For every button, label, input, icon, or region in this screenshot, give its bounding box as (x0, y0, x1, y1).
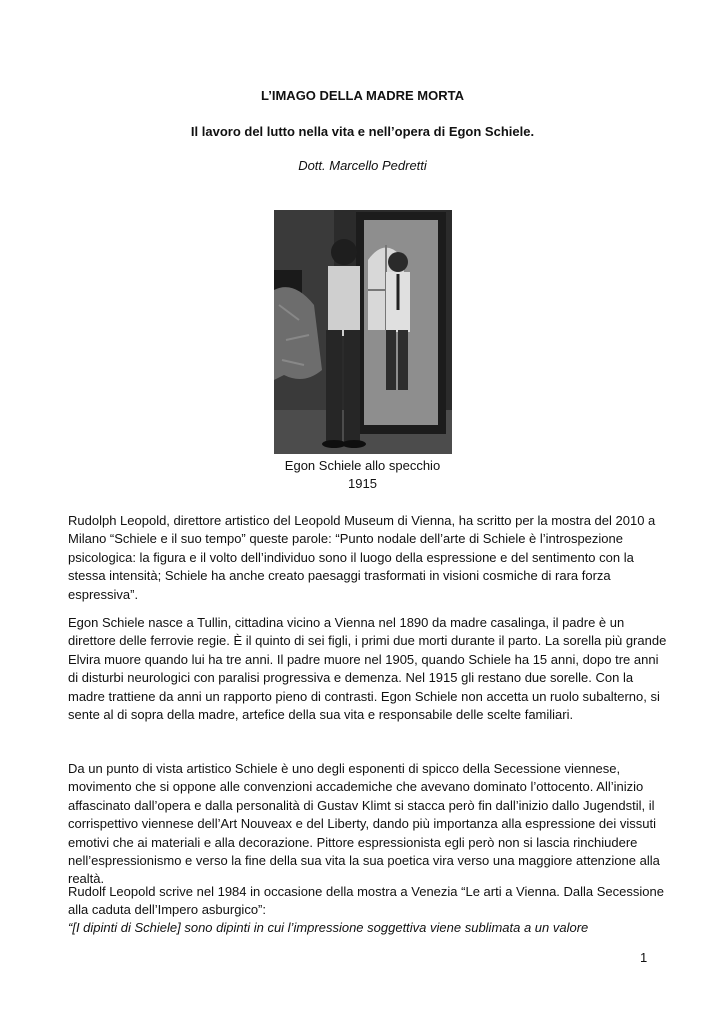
figure-caption-year: 1915 (348, 476, 377, 491)
paragraph-1: Rudolph Leopold, direttore artistico del Leopold Museum di Vienna, ha scritto per la mostra del 2010 a Milano “Schiele e il suo tempo” queste parole: “Punto nodale dell’arte di Schiele è l’introspezione psicologica: la figura e il volto dell’individuo sono il luogo della espressione e del sentimento con la stessa intensità; Schiele ha anche creato paesaggi trasformati in visioni cosmiche di rara forza espressiva”. (68, 513, 656, 602)
paragraph-4: Rudolf Leopold scrive nel 1984 in occasione della mostra a Venezia “Le arti a Vienna. Dalla Secessione alla caduta dell’Impero asburgico”: (68, 884, 664, 918)
photo-illustration (274, 210, 452, 454)
page-number: 1 (640, 950, 648, 965)
document-subtitle: Il lavoro del lutto nella vita e nell’opera di Egon Schiele. (190, 124, 535, 139)
figure-caption: Egon Schiele allo specchio (284, 458, 441, 473)
paragraph-3: Da un punto di vista artistico Schiele è uno degli esponenti di spicco della Secessione viennese, movimento che si oppone alle convenzioni accademiche che avevano dominato l’ottocento. All’inizio affascinato dall’opera e dalla personalità di Gustav Klimt si stacca però fin dall’inizio dallo Jugendstil, il corrispettivo viennese dell’Art Nouveax e del Liberty, dando più importanza alla espressione dei vissuti emotivi che ai materiali e alla decorazione. Pittore espressionista egli però non si lascia rinchiudere nell’espressionismo e verso la fine della sua vita la sua poetica vira verso una maggiore attenzione alla realtà. (68, 761, 660, 887)
paragraph-2: Egon Schiele nasce a Tullin, cittadina vicino a Vienna nel 1890 da madre casalinga, il padre è un direttore delle ferrovie regie. È il quinto di sei figli, i primi due morti durante il parto. La sorella più grande Elvira muore quando lui ha tre anni. Il padre muore nel 1905, quando Schiele ha 15 anni, dopo tre anni di disturbi neurologici con paralisi progressiva e demenza. Nel 1915 gli restano due sorelle. Con la madre trattiene da anni un rapporto pieno di contrasti. Egon Schiele non accetta un ruolo subalterno, si sente al di sopra della madre, artefice della sua vita e responsabile delle scelte familiari. (68, 615, 667, 723)
schiele-mirror-photo (274, 210, 452, 454)
quote-line: “[I dipinti di Schiele] sono dipinti in cui l’impressione soggettiva viene sublimata a un valore (68, 920, 589, 935)
document-title: L’IMAGO DELLA MADRE MORTA (261, 88, 464, 103)
document-author: Dott. Marcello Pedretti (298, 158, 427, 173)
